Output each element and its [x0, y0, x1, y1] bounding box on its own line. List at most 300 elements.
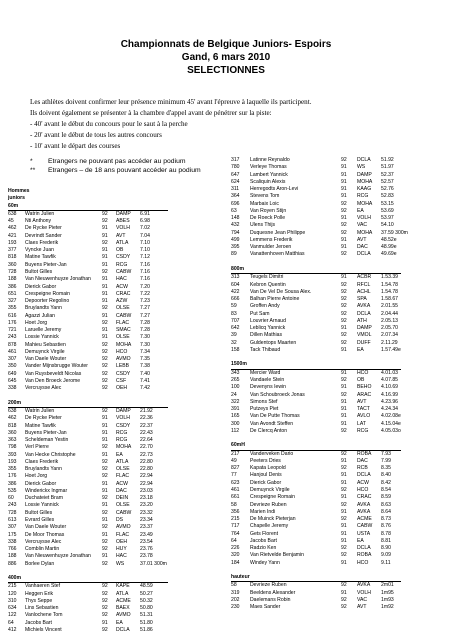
birth-year: 91: [102, 553, 108, 560]
club-code: LEBB: [116, 363, 130, 370]
athlete-row: [8, 510, 168, 517]
athlete-row: [231, 604, 401, 611]
bib-number: 188: [8, 276, 17, 283]
club-code: SMAC: [116, 327, 131, 334]
bib-number: 176: [8, 319, 17, 326]
club-code: RCG: [357, 193, 369, 200]
event-title: hauteur: [231, 574, 250, 581]
athlete-row: [231, 229, 408, 237]
bib-number: 215: [231, 516, 240, 523]
bib-number: 395: [231, 244, 240, 251]
performance: 7.20: [140, 283, 150, 290]
performance: 21.92: [140, 408, 153, 415]
club-code: AVKA: [357, 501, 371, 508]
birth-year: 92: [102, 356, 108, 363]
bib-number: 313: [231, 274, 240, 281]
performance: 23.03: [140, 487, 153, 494]
performance: 2.07.34: [381, 332, 398, 339]
athlete-row: [231, 244, 401, 251]
club-code: DAMP: [116, 210, 131, 217]
athlete-name: Beeldens Alexander: [250, 589, 296, 596]
athlete-name: Van Schoubroeck Jonas: [250, 391, 305, 398]
bib-number: 355: [8, 466, 17, 473]
athlete-name: Dillen Mathias: [250, 332, 282, 339]
footnote-mark: **: [30, 167, 36, 174]
intro-line: Les athlètes doivent confirmer leur présence minimum 45' avant l'épreuve à laquelle ils participent.: [30, 98, 312, 106]
category-title: Hommes: [8, 188, 30, 194]
athlete-row: [8, 444, 168, 451]
club-code: OEH: [116, 538, 128, 545]
birth-year: 92: [102, 305, 108, 312]
bib-number: 300: [231, 420, 240, 427]
bib-number: 794: [231, 229, 240, 236]
club-code: AVT: [357, 604, 367, 611]
athlete-name: Put Sam: [250, 310, 270, 317]
bib-number: 243: [8, 334, 17, 341]
birth-year: 91: [341, 346, 347, 353]
club-code: AVKA: [357, 582, 371, 589]
athlete-name: Van Ruysbeveldt Nicolas: [25, 370, 82, 377]
club-code: RCG: [116, 429, 128, 436]
athlete-name: Devenyns Iewin: [250, 384, 286, 391]
birth-year: 92: [102, 341, 108, 348]
performance: 4.10.69: [381, 384, 398, 391]
club-code: ATLA: [116, 239, 129, 246]
bib-number: 363: [8, 437, 17, 444]
club-code: FLAC: [116, 531, 130, 538]
performance: 7.04: [140, 232, 150, 239]
club-code: DS: [116, 517, 124, 524]
athlete-row: [231, 597, 401, 604]
bib-number: 666: [231, 296, 240, 303]
bib-number: 64: [231, 537, 237, 544]
bib-number: 311: [231, 186, 240, 193]
athlete-name: Winderickx Ingmar: [25, 487, 68, 494]
athlete-name: Dierick Gabor: [250, 479, 282, 486]
athlete-row: [8, 524, 168, 531]
bib-number: 818: [8, 254, 17, 261]
bib-number: 320: [231, 552, 240, 559]
athlete-row: [8, 240, 168, 247]
club-code: AVT: [116, 232, 126, 239]
club-code: DCLA: [357, 251, 371, 258]
performance: 6.91: [140, 210, 150, 217]
event-title: 800m: [231, 265, 245, 272]
club-code: MOHA: [116, 341, 132, 348]
club-code: ACW: [116, 480, 128, 487]
bib-number: 696: [231, 200, 240, 207]
birth-year: 91: [102, 334, 108, 341]
birth-year: 92: [102, 583, 108, 590]
birth-year: 91: [102, 283, 108, 290]
bib-number: 647: [231, 171, 240, 178]
performance: 1m93: [381, 597, 394, 603]
performance: 7.40: [140, 370, 150, 377]
birth-year: 92: [102, 239, 108, 246]
birth-year: 92: [102, 268, 108, 275]
event-title: 400m: [8, 575, 22, 582]
athlete-name: Louvrier Arnaud: [250, 317, 286, 324]
performance: 37.59 300m: [381, 229, 408, 236]
bib-number: 148: [231, 215, 240, 222]
birth-year: 91: [341, 537, 347, 544]
bib-number: 613: [8, 517, 17, 524]
athlete-name: Putzeys Piet: [250, 406, 279, 413]
athlete-name: De Moor Thomas: [25, 531, 65, 538]
intro-line: Ils doivent également se présenter à la chambre d'appel avant de pénétrer sur la piste:: [30, 109, 272, 117]
athlete-row: [8, 488, 168, 495]
athlete-row: [231, 494, 401, 501]
birth-year: 92: [341, 281, 347, 288]
bib-number: 63: [231, 207, 237, 214]
athlete-name: Van Den Broeck Jerome: [25, 377, 81, 384]
athlete-name: Mahieu Sebastien: [25, 341, 66, 348]
athlete-row: [231, 222, 401, 229]
athlete-name: Peeters Dries: [250, 457, 281, 464]
athlete-row: [8, 561, 168, 568]
club-code: HAC: [116, 553, 127, 560]
birth-year: 91: [102, 225, 108, 232]
athlete-row: [8, 583, 168, 590]
birth-year: 92: [341, 516, 347, 523]
athlete-name: Michiels Vincent: [25, 627, 62, 634]
club-code: RCG: [116, 437, 128, 444]
athlete-row: [8, 276, 168, 283]
club-code: HUY: [116, 546, 127, 553]
performance: 7.16: [140, 276, 150, 283]
club-code: FLAC: [116, 319, 130, 326]
athlete-name: Teugels Dimitri: [250, 274, 284, 281]
performance: 8.54: [381, 487, 391, 493]
club-code: DAMP: [357, 325, 372, 332]
event-title: 200m: [8, 399, 22, 406]
birth-year: 92: [102, 524, 108, 531]
athlete-name: Guldentops Maarten: [250, 339, 297, 346]
club-code: WS: [357, 164, 366, 171]
club-code: CRAC: [116, 290, 131, 297]
bib-number: 604: [231, 281, 240, 288]
athlete-row: [8, 254, 168, 261]
athlete-row: [8, 423, 168, 430]
performance: 8.35: [381, 465, 391, 472]
birth-year: 92: [341, 427, 347, 434]
birth-year: 92: [341, 303, 347, 310]
athlete-row: [231, 318, 401, 325]
birth-year: 92: [341, 296, 347, 303]
performance: 22.73: [140, 451, 153, 458]
performance: 52.57: [381, 178, 394, 185]
athlete-row: [231, 413, 401, 420]
athlete-row: [8, 532, 168, 539]
club-code: VAC: [357, 222, 368, 229]
birth-year: 92: [341, 310, 347, 317]
birth-year: 91: [102, 247, 108, 254]
bib-number: 364: [231, 193, 240, 200]
club-code: ATH: [357, 317, 367, 324]
birth-year: 91: [341, 523, 347, 530]
birth-year: 91: [341, 325, 347, 332]
birth-year: 92: [102, 348, 108, 355]
event-title: 60mH: [231, 442, 245, 449]
athlete-row: [8, 334, 168, 341]
athlete-name: Van De Putte Thomas: [250, 413, 300, 420]
athlete-row: [8, 284, 168, 291]
athlete-name: Bultot Gilles: [25, 268, 53, 275]
athlete-name: De Clercq Anton: [250, 427, 288, 434]
athlete-name: De Roeck Polle: [250, 215, 286, 222]
athlete-row: [8, 408, 168, 415]
athlete-row: [231, 545, 401, 552]
performance: 7.23: [140, 298, 150, 305]
bib-number: 412: [8, 627, 17, 634]
club-code: CABW: [116, 268, 132, 275]
club-code: OLSE: [116, 502, 130, 509]
performance: 1.58.67: [381, 296, 398, 303]
birth-year: 92: [341, 391, 347, 398]
performance: 8.42: [381, 479, 391, 486]
performance: 23.78: [140, 553, 153, 560]
athlete-row: [8, 459, 168, 466]
athlete-name: Vyncke Juan: [25, 247, 54, 254]
bib-number: 243: [8, 502, 17, 509]
athlete-name: Ulens Thijs: [250, 222, 276, 229]
club-code: CSDY: [116, 254, 131, 261]
footnote-text: Etrangers ne pouvant pas accéder au podium: [48, 158, 186, 165]
performance: 1m95: [381, 589, 394, 596]
athlete-name: Van Avondt Steffen: [250, 420, 294, 427]
club-code: RCG: [116, 261, 128, 268]
performance: 8.73: [381, 516, 391, 523]
bib-number: 818: [8, 422, 17, 429]
athlete-row: [231, 340, 401, 347]
club-code: CSF: [116, 377, 127, 384]
performance: 52.37: [381, 171, 394, 178]
bib-number: 878: [8, 341, 17, 348]
club-code: KAPE: [116, 583, 130, 590]
athlete-row: [231, 384, 401, 391]
bib-number: 623: [231, 479, 240, 486]
athlete-name: Simons Stef: [250, 398, 278, 405]
club-code: CABW: [116, 509, 132, 516]
athlete-name: Mercier Ward: [250, 369, 281, 376]
performance: 7.12: [140, 254, 150, 261]
athlete-row: [231, 465, 401, 472]
birth-year: 91: [102, 487, 108, 494]
athlete-name: Vander Mijnsbrugge Wouter: [25, 363, 88, 370]
page-heading: SELECTIONNES: [187, 65, 265, 76]
birth-year: 92: [341, 157, 347, 163]
performance: 4.15.04e: [381, 420, 401, 427]
club-code: DCLA: [357, 310, 371, 317]
athlete-row: [8, 269, 168, 276]
athlete-name: Borlee Dylan: [25, 560, 55, 567]
athlete-name: Balhan Pierre Antoine: [250, 296, 300, 303]
club-code: WS: [116, 560, 125, 567]
athlete-name: Matine Tawfik: [25, 422, 56, 429]
performance: 7.42: [140, 385, 150, 392]
performance: 37.01 300m: [140, 560, 167, 567]
athlete-row: [8, 430, 168, 437]
athlete-row: [231, 303, 401, 310]
athlete-row: [231, 347, 401, 354]
performance: 4.05.03o: [381, 427, 401, 434]
athlete-row: [231, 523, 401, 530]
birth-year: 91: [341, 494, 347, 501]
club-code: ACME: [116, 597, 131, 604]
birth-year: 92: [102, 458, 108, 465]
performance: 8.78: [381, 530, 391, 537]
birth-year: 91: [102, 531, 108, 538]
birth-year: 91: [341, 406, 347, 413]
athlete-name: Claes Frederik: [25, 458, 59, 465]
athlete-name: De Rycke Pieter: [25, 415, 62, 422]
club-code: CSDY: [116, 370, 131, 377]
athlete-name: Marbaix Loic: [250, 200, 279, 207]
athlete-name: Tack Thibaud: [250, 346, 281, 353]
bib-number: 343: [231, 369, 240, 376]
athlete-row: [8, 481, 168, 488]
section-spacer: [231, 567, 401, 574]
birth-year: 91: [102, 327, 108, 334]
bib-number: 64: [8, 619, 14, 626]
athlete-row: [231, 552, 401, 559]
athlete-name: Depoorter Regolino: [25, 298, 70, 305]
athlete-name: De Muinck Pieterjan: [250, 516, 296, 523]
birth-year: 91: [341, 472, 347, 479]
birth-year: 92: [102, 546, 108, 553]
birth-year: 92: [341, 604, 347, 611]
bib-number: 202: [231, 597, 240, 603]
bib-number: 707: [231, 317, 240, 324]
birth-year: 91: [341, 457, 347, 464]
bib-number: 827: [231, 465, 240, 472]
performance: 52.76: [381, 186, 394, 193]
athlete-row: [231, 215, 401, 222]
section-spacer: [8, 392, 168, 399]
athlete-name: Dierick Gabor: [25, 480, 57, 487]
club-code: CSDY: [116, 422, 131, 429]
athlete-row: [8, 612, 168, 619]
club-code: EA: [116, 451, 123, 458]
bib-number: 355: [8, 305, 17, 312]
athlete-name: Van Royen Stijn: [250, 207, 287, 214]
bib-number: 45: [8, 218, 14, 225]
club-code: OEH: [116, 385, 128, 392]
footnote-mark: *: [30, 158, 33, 165]
athlete-row: [8, 298, 168, 305]
bib-number: 327: [8, 298, 17, 305]
birth-year: 91: [341, 186, 347, 193]
club-code: AVMO: [116, 524, 131, 531]
performance: 4.16.99: [381, 391, 398, 398]
athlete-name: Herregodts Aron-Levi: [250, 186, 299, 193]
athlete-row: [231, 186, 401, 193]
athlete-name: Verl Pierre: [25, 444, 49, 451]
birth-year: 92: [341, 545, 347, 552]
athlete-name: Gets Florent: [250, 530, 279, 537]
performance: 53.69: [381, 207, 394, 214]
performance: 7.10: [140, 247, 150, 254]
club-code: DUFF: [357, 339, 371, 346]
birth-year: 91: [341, 236, 347, 243]
athlete-row: [8, 291, 168, 298]
birth-year: 92: [341, 597, 347, 603]
birth-year: 92: [341, 501, 347, 508]
performance: 7.02: [140, 225, 150, 232]
athlete-name: Van Nieuwenhuyze Jonathan: [25, 276, 91, 283]
bib-number: 462: [8, 225, 17, 232]
athlete-name: De Rycke Pieter: [25, 225, 62, 232]
athlete-row: [231, 377, 401, 384]
performance: 8.40: [381, 472, 391, 479]
athlete-name: Vanattenhoven Matthias: [250, 251, 305, 258]
performance: 23.49: [140, 531, 153, 538]
athlete-row: [8, 305, 168, 312]
page-title: Championnats de Belgique Juniors- Espoirs: [120, 39, 332, 50]
bib-number: 360: [8, 261, 17, 268]
athlete-name: Verleye Thomas: [250, 164, 287, 171]
birth-year: 92: [341, 487, 347, 493]
footnote: [30, 157, 186, 166]
bib-number: 661: [231, 494, 240, 501]
athlete-name: Van Daele Wouter: [25, 524, 67, 531]
club-code: ACME: [357, 516, 372, 523]
birth-year: 92: [102, 363, 108, 370]
birth-year: 91: [102, 480, 108, 487]
bib-number: 624: [231, 178, 240, 185]
birth-year: 91: [341, 215, 347, 222]
athlete-row: [8, 225, 168, 232]
club-code: VOLH: [116, 415, 130, 422]
performance: 4.02.08e: [381, 413, 401, 420]
performance: 22.80: [140, 466, 153, 473]
bib-number: 188: [8, 553, 17, 560]
athlete-row: [8, 517, 168, 524]
performance: 51.80: [140, 619, 153, 626]
athlete-row: [231, 208, 401, 215]
bib-number: 307: [8, 356, 17, 363]
performance: 22.94: [140, 480, 153, 487]
intro-line: - 40' avant le début du concours pour le saut à la perche: [30, 120, 188, 128]
club-code: DCLA: [357, 472, 371, 479]
performance: 52.83: [381, 193, 394, 200]
birth-year: 91: [341, 384, 347, 391]
athlete-name: Devrieze Ruben: [250, 501, 287, 508]
intro-line: - 20' avant le début de tous les autres concours: [30, 131, 162, 139]
bib-number: 780: [231, 164, 240, 171]
performance: 4.01.03: [381, 369, 398, 376]
club-code: ROBA: [357, 450, 372, 457]
athlete-row: [8, 546, 168, 553]
birth-year: 92: [102, 597, 108, 604]
club-code: ACW: [357, 479, 369, 486]
club-code: VOLH: [116, 225, 130, 232]
performance: 22.94: [140, 473, 153, 480]
bib-number: 60: [8, 495, 14, 502]
category-subtitle: juniors: [8, 195, 25, 202]
birth-year: 91: [102, 261, 108, 268]
club-code: OB: [116, 247, 124, 254]
club-code: DAC: [116, 487, 127, 494]
athlete-row: [231, 538, 401, 545]
page-subtitle: Gand, 6 mars 2010: [181, 52, 271, 63]
performance: 51.97: [381, 164, 394, 171]
club-code: MOHA: [357, 178, 373, 185]
performance: 54.10: [381, 222, 394, 229]
club-code: OLSE: [116, 466, 130, 473]
performance: 2.05.70: [381, 325, 398, 332]
athlete-name: Van De Vel De Sousa Alex.: [250, 288, 312, 295]
